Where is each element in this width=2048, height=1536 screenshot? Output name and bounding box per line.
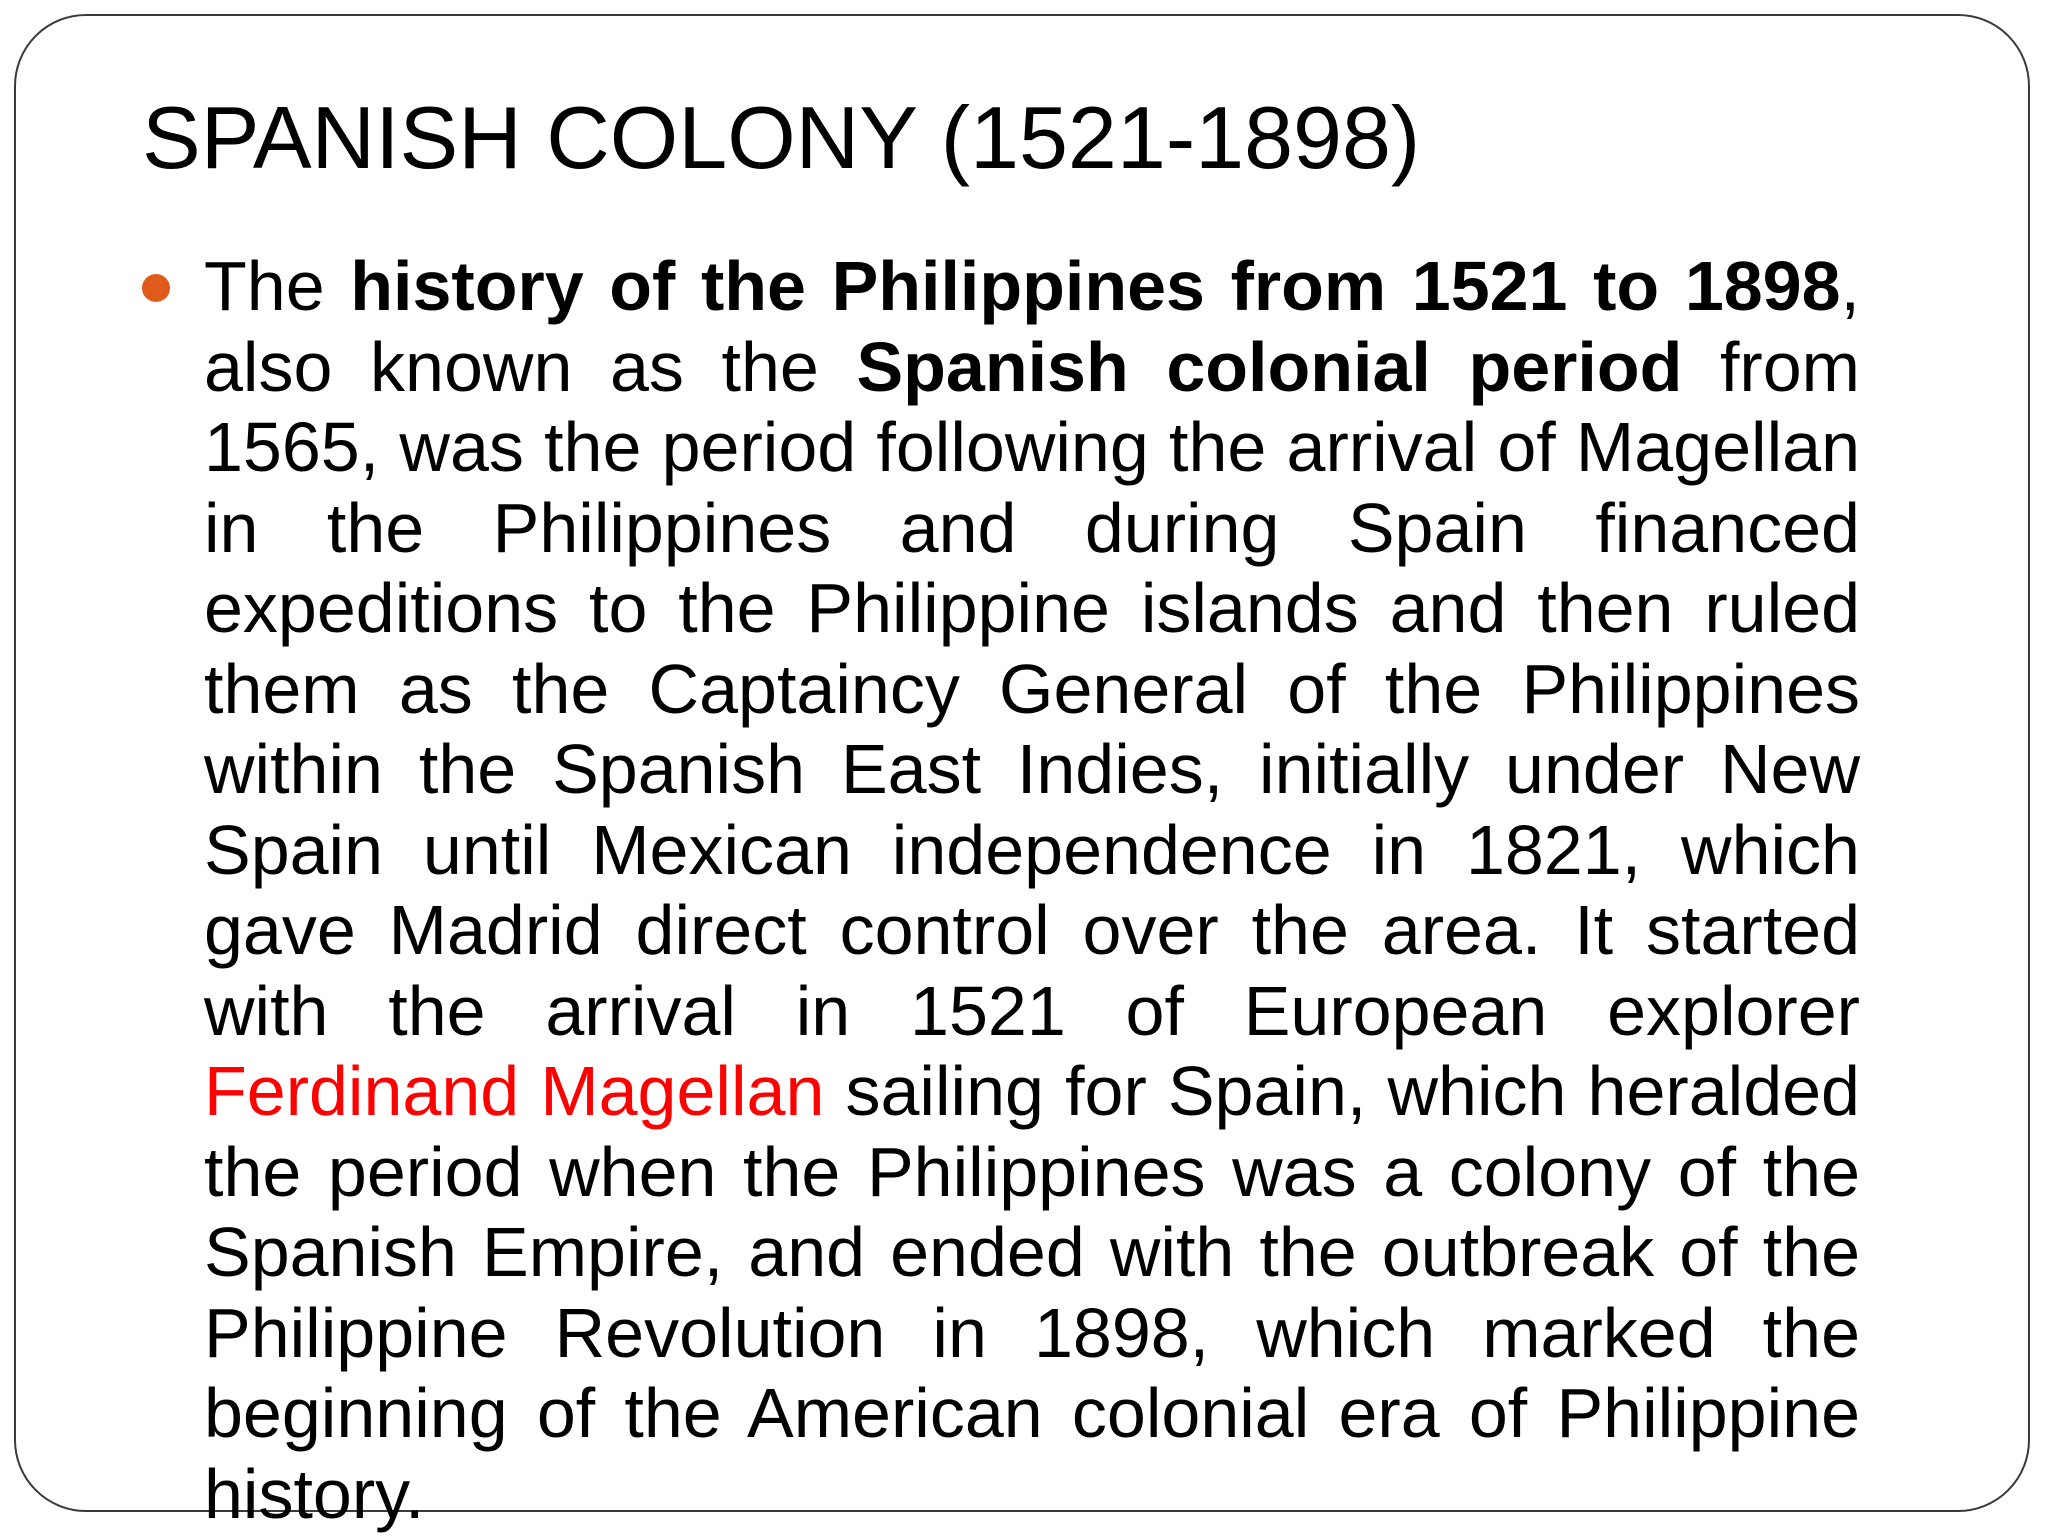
slide-title: SPANISH COLONY (1521-1898) [142, 88, 1421, 187]
text-run: , also known as the [204, 247, 1860, 406]
text-run: sailing for Spain, which heralded the period when the Philippines was a colony of the Spanish Empire, and ended with the outbreak of the Philippine Revolution in 1898, which marked the beginning of the American colonial era of Philippine history. [204, 1052, 1860, 1533]
text-run: The [204, 247, 351, 325]
highlight-ferdinand-magellan: Ferdinand Magellan [204, 1052, 825, 1130]
bold-text-spanish-colonial-period: Spanish colonial period [856, 327, 1683, 406]
bullet-text [204, 246, 1860, 1534]
bold-text-history: history of the Philippines from 1521 to 1898 [350, 247, 1841, 325]
bullet-dot-icon [142, 274, 170, 302]
text-run: from 1565, was the period following the arrival of Magellan in the Philippines and during Spain financed expeditions to the Philippine islands and then ruled them as the Captaincy General of the Philippines within the Spanish East Indies, initially under New Spain until Mexican independence in 1821, which gave Madrid direct control over the area. It started with the arrival in 1521 of European explorer [204, 327, 1860, 1050]
